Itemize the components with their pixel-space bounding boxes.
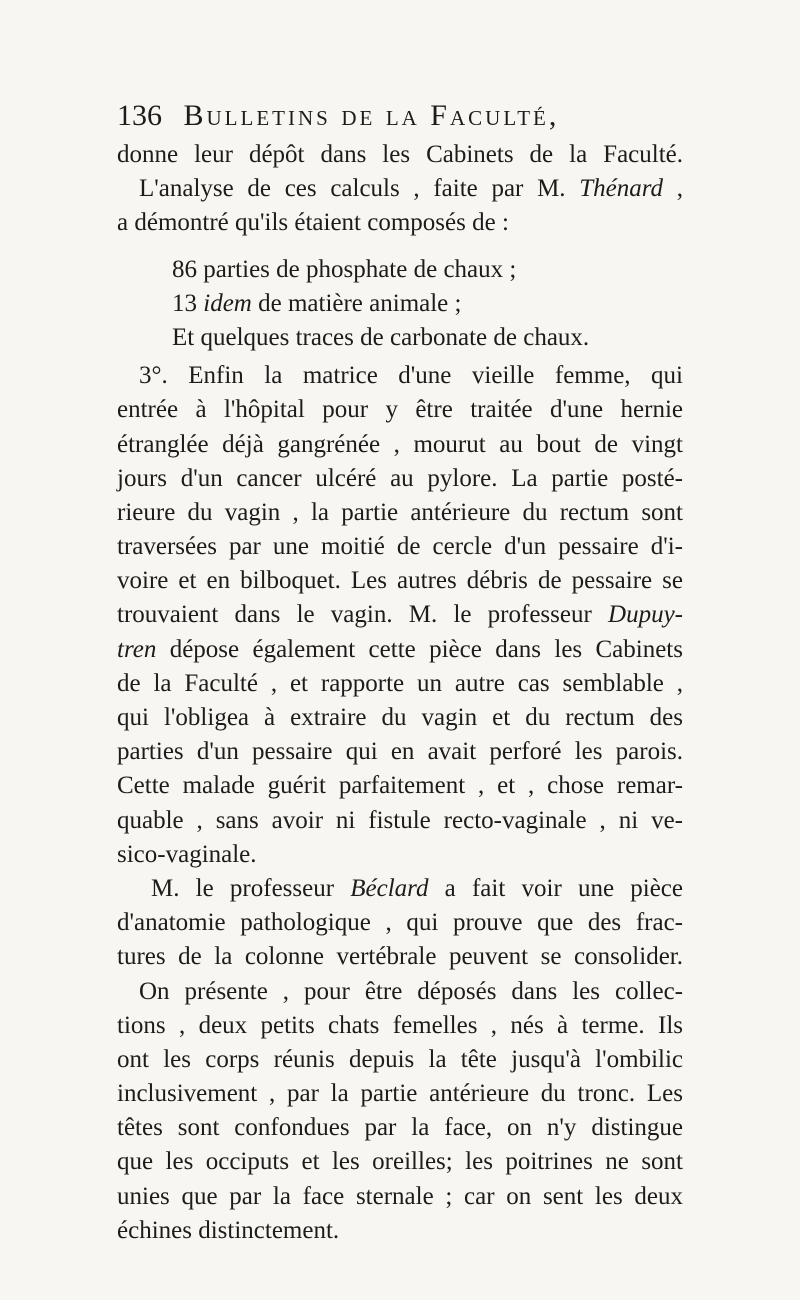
- text-line: sico-vaginale.: [117, 840, 257, 868]
- page-body: [117, 138, 683, 1248]
- author-name: tren: [117, 635, 157, 663]
- text-line: tions , deux petits chats femelles , nés à terme. Ils: [117, 1011, 683, 1039]
- composition-item: Et quelques traces de carbonate de chaux.: [172, 323, 590, 351]
- text-line: traversées par une moitié de cercle d'un pessaire d'i-: [117, 533, 683, 561]
- text-line: inclusivement , par la partie antérieure du tronc. Les: [117, 1080, 683, 1108]
- text-line: voire et en bilboquet. Les autres débris de pessaire se: [117, 567, 683, 595]
- text-line: de la Faculté , et rapporte un autre cas semblable ,: [117, 669, 683, 697]
- running-header: [117, 96, 692, 136]
- text-line: que les occiputs et les oreilles; les poitrines ne sont: [117, 1148, 683, 1176]
- text-line: échines distinctement.: [117, 1216, 340, 1244]
- page-number: 136: [117, 99, 162, 132]
- composition-item: 86 parties de phosphate de chaux ;: [172, 255, 517, 283]
- text-line: On présente , pour être déposés dans les collec-: [139, 977, 683, 1005]
- text-line: d'anatomie pathologique , qui prouve que des frac-: [117, 909, 683, 937]
- text-line: têtes sont confondues par la face, on n'y distingue: [117, 1114, 683, 1142]
- text-line: ont les corps réunis depuis la tête jusqu'à l'ombilic: [117, 1045, 683, 1073]
- running-title: Bulletins de la Faculté,: [183, 99, 560, 132]
- text-line: a démontré qu'ils étaient composés de :: [117, 209, 509, 237]
- author-name: Béclard: [350, 874, 429, 902]
- text-line: trouvaient dans le vagin. M. le professeur Dupuy-: [117, 601, 683, 629]
- text-line: jours d'un cancer ulcéré au pylore. La partie posté-: [117, 464, 683, 492]
- text-line: unies que par la face sternale ; car on sent les deux: [117, 1182, 683, 1210]
- composition-item: 13 idem de matière animale ;: [172, 289, 462, 317]
- text-line: 3°. Enfin la matrice d'une vieille femme, qui: [139, 362, 683, 390]
- text-line: rieure du vagin , la partie antérieure du rectum sont: [117, 498, 683, 526]
- text-line: L'analyse de ces calculs , faite par M. Thénard ,: [139, 175, 684, 203]
- text-line: Cette malade guérit parfaitement , et , chose remar-: [117, 772, 683, 800]
- text-line: parties d'un pessaire qui en avait perforé les parois.: [117, 738, 683, 766]
- text-line: entrée à l'hôpital pour y être traitée d'une hernie: [117, 396, 683, 424]
- text-line: qui l'obligea à extraire du vagin et du rectum des: [117, 704, 683, 731]
- text-line: étranglée déjà gangrénée , mourut au bout de vingt: [117, 430, 683, 458]
- text-line: donne leur dépôt dans les Cabinets de la Faculté.: [117, 141, 683, 168]
- text-line: M. le professeur Béclard a fait voir une pièce: [151, 874, 684, 902]
- author-name: Dupuy-: [608, 601, 683, 629]
- author-name: Thénard: [579, 175, 664, 203]
- text-line: tures de la colonne vertébrale peuvent se consolider.: [117, 943, 683, 971]
- text-line: tren dépose également cette pièce dans les Cabinets: [117, 635, 683, 663]
- text-line: quable , sans avoir ni fistule recto-vaginale , ni ve-: [117, 806, 683, 834]
